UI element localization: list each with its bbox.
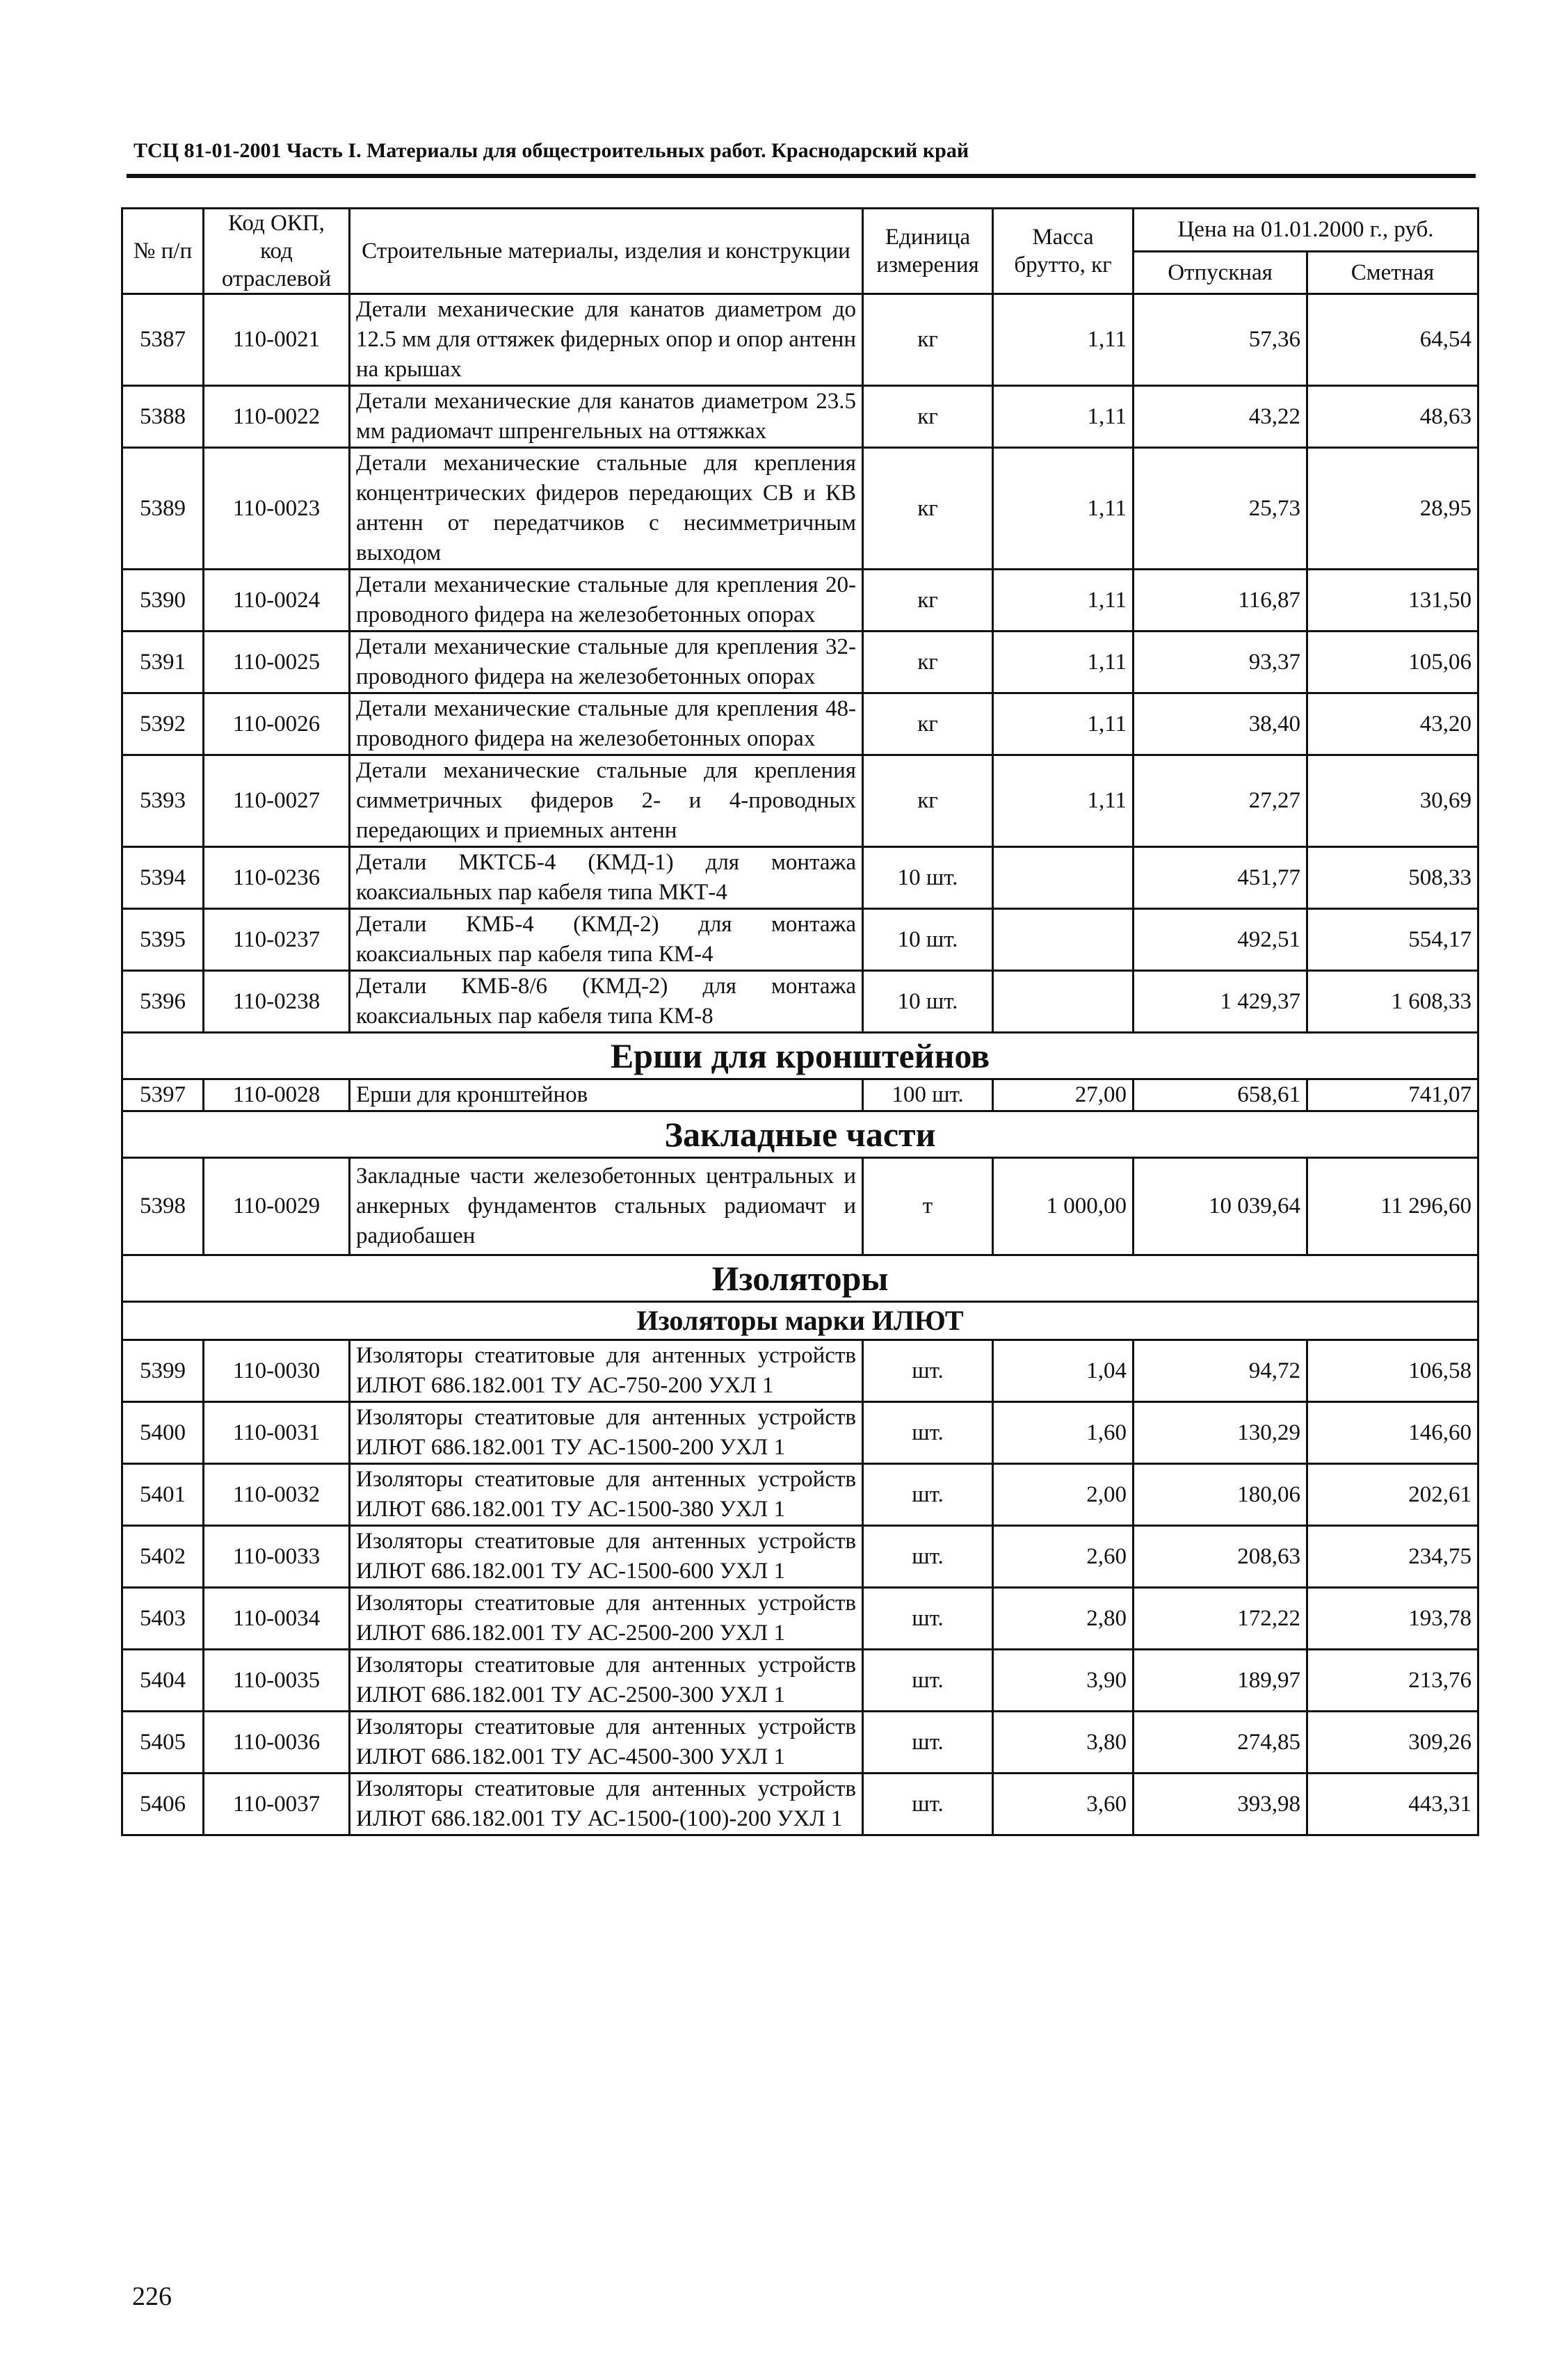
cell-price-estimate: 43,20 bbox=[1307, 693, 1478, 755]
cell-num: 5391 bbox=[122, 632, 204, 693]
cell-name: Изоляторы стеатитовые для антенных устройств ИЛЮТ 686.182.001 ТУ АС-1500-200 УХЛ 1 bbox=[350, 1402, 863, 1464]
section-row bbox=[122, 1111, 1478, 1158]
cell-code: 110-0025 bbox=[204, 632, 350, 693]
cell-code: 110-0037 bbox=[204, 1774, 350, 1835]
cell-mass: 2,80 bbox=[993, 1588, 1134, 1650]
cell-name: Детали КМБ-8/6 (КМД-2) для монтажа коаксиальных пар кабеля типа КМ-8 bbox=[350, 971, 863, 1033]
cell-name: Изоляторы стеатитовые для антенных устройств ИЛЮТ 686.182.001 ТУ АС-750-200 УХЛ 1 bbox=[350, 1340, 863, 1402]
table-row bbox=[122, 1079, 1478, 1111]
cell-price-release: 172,22 bbox=[1134, 1588, 1307, 1650]
table-row bbox=[122, 693, 1478, 755]
cell-price-release: 10 039,64 bbox=[1134, 1158, 1307, 1255]
header-rule bbox=[127, 174, 1476, 178]
cell-price-estimate: 309,26 bbox=[1307, 1712, 1478, 1774]
materials-table bbox=[121, 207, 1479, 1836]
cell-mass: 3,60 bbox=[993, 1774, 1134, 1835]
cell-unit: 10 шт. bbox=[863, 971, 993, 1033]
cell-unit: шт. bbox=[863, 1464, 993, 1526]
cell-price-estimate: 48,63 bbox=[1307, 386, 1478, 448]
cell-num: 5394 bbox=[122, 847, 204, 909]
cell-price-release: 393,98 bbox=[1134, 1774, 1307, 1835]
cell-unit: кг bbox=[863, 755, 993, 847]
cell-price-release: 93,37 bbox=[1134, 632, 1307, 693]
table-head bbox=[122, 209, 1478, 294]
cell-num: 5396 bbox=[122, 971, 204, 1033]
section-row bbox=[122, 1033, 1478, 1079]
cell-mass: 1,11 bbox=[993, 755, 1134, 847]
cell-price-estimate: 741,07 bbox=[1307, 1079, 1478, 1111]
cell-price-release: 658,61 bbox=[1134, 1079, 1307, 1111]
col-header-num: № п/п bbox=[122, 209, 204, 294]
table-row bbox=[122, 1526, 1478, 1588]
cell-price-release: 1 429,37 bbox=[1134, 971, 1307, 1033]
cell-price-release: 38,40 bbox=[1134, 693, 1307, 755]
cell-price-release: 25,73 bbox=[1134, 448, 1307, 570]
cell-code: 110-0036 bbox=[204, 1712, 350, 1774]
table-row bbox=[122, 755, 1478, 847]
cell-name: Детали механические для канатов диаметром до 12.5 мм для оттяжек фидерных опор и опор антенн на крышах bbox=[350, 294, 863, 386]
cell-num: 5387 bbox=[122, 294, 204, 386]
cell-mass: 1,04 bbox=[993, 1340, 1134, 1402]
cell-name: Детали механические стальные для крепления симметричных фидеров 2- и 4-проводных передающих и приемных антенн bbox=[350, 755, 863, 847]
cell-code: 110-0027 bbox=[204, 755, 350, 847]
cell-price-release: 180,06 bbox=[1134, 1464, 1307, 1526]
cell-unit: шт. bbox=[863, 1712, 993, 1774]
section-title: Закладные части bbox=[122, 1111, 1478, 1158]
cell-num: 5395 bbox=[122, 909, 204, 971]
cell-unit: 100 шт. bbox=[863, 1079, 993, 1111]
cell-unit: шт. bbox=[863, 1774, 993, 1835]
cell-name: Изоляторы стеатитовые для антенных устройств ИЛЮТ 686.182.001 ТУ АС-1500-600 УХЛ 1 bbox=[350, 1526, 863, 1588]
cell-num: 5392 bbox=[122, 693, 204, 755]
cell-name: Детали КМБ-4 (КМД-2) для монтажа коаксиальных пар кабеля типа КМ-4 bbox=[350, 909, 863, 971]
table-row bbox=[122, 1774, 1478, 1835]
table-row bbox=[122, 847, 1478, 909]
cell-name: Закладные части железобетонных центральных и анкерных фундаментов стальных радиомачт и радиобашен bbox=[350, 1158, 863, 1255]
cell-mass: 1,11 bbox=[993, 632, 1134, 693]
cell-name: Детали механические стальные для крепления концентрических фидеров передающих СВ и КВ антенн от передатчиков с несимметричным выходом bbox=[350, 448, 863, 570]
cell-price-release: 94,72 bbox=[1134, 1340, 1307, 1402]
cell-price-release: 57,36 bbox=[1134, 294, 1307, 386]
cell-code: 110-0022 bbox=[204, 386, 350, 448]
table-row bbox=[122, 1340, 1478, 1402]
cell-mass: 2,00 bbox=[993, 1464, 1134, 1526]
cell-name: Детали механические стальные для крепления 32-проводного фидера на железобетонных опорах bbox=[350, 632, 863, 693]
cell-num: 5398 bbox=[122, 1158, 204, 1255]
cell-price-estimate: 213,76 bbox=[1307, 1650, 1478, 1712]
cell-price-estimate: 105,06 bbox=[1307, 632, 1478, 693]
page-number: 226 bbox=[132, 2282, 172, 2311]
cell-price-release: 451,77 bbox=[1134, 847, 1307, 909]
cell-unit: кг bbox=[863, 693, 993, 755]
cell-num: 5399 bbox=[122, 1340, 204, 1402]
cell-mass: 1,60 bbox=[993, 1402, 1134, 1464]
cell-price-estimate: 202,61 bbox=[1307, 1464, 1478, 1526]
cell-name: Изоляторы стеатитовые для антенных устройств ИЛЮТ 686.182.001 ТУ АС-4500-300 УХЛ 1 bbox=[350, 1712, 863, 1774]
cell-num: 5389 bbox=[122, 448, 204, 570]
cell-unit: шт. bbox=[863, 1402, 993, 1464]
cell-num: 5393 bbox=[122, 755, 204, 847]
cell-code: 110-0033 bbox=[204, 1526, 350, 1588]
cell-price-release: 274,85 bbox=[1134, 1712, 1307, 1774]
cell-name: Изоляторы стеатитовые для антенных устройств ИЛЮТ 686.182.001 ТУ АС-1500-(100)-200 УХЛ 1 bbox=[350, 1774, 863, 1835]
table-body-brushes bbox=[122, 1033, 1478, 1340]
cell-unit: кг bbox=[863, 448, 993, 570]
table-row bbox=[122, 909, 1478, 971]
cell-name: Детали МКТСБ-4 (КМД-1) для монтажа коаксиальных пар кабеля типа МКТ-4 bbox=[350, 847, 863, 909]
cell-mass bbox=[993, 909, 1134, 971]
cell-code: 110-0236 bbox=[204, 847, 350, 909]
cell-unit: кг bbox=[863, 632, 993, 693]
cell-price-release: 116,87 bbox=[1134, 570, 1307, 632]
cell-num: 5404 bbox=[122, 1650, 204, 1712]
table-row bbox=[122, 294, 1478, 386]
cell-code: 110-0031 bbox=[204, 1402, 350, 1464]
col-header-price-estimate: Сметная bbox=[1307, 251, 1478, 294]
cell-num: 5400 bbox=[122, 1402, 204, 1464]
cell-unit: шт. bbox=[863, 1650, 993, 1712]
table-row bbox=[122, 448, 1478, 570]
table-row bbox=[122, 1650, 1478, 1712]
cell-num: 5397 bbox=[122, 1079, 204, 1111]
cell-price-estimate: 554,17 bbox=[1307, 909, 1478, 971]
subsection-title: Изоляторы марки ИЛЮТ bbox=[122, 1302, 1478, 1340]
cell-code: 110-0021 bbox=[204, 294, 350, 386]
cell-price-estimate: 11 296,60 bbox=[1307, 1158, 1478, 1255]
cell-price-estimate: 508,33 bbox=[1307, 847, 1478, 909]
cell-code: 110-0023 bbox=[204, 448, 350, 570]
subsection-row bbox=[122, 1302, 1478, 1340]
cell-code: 110-0029 bbox=[204, 1158, 350, 1255]
cell-mass: 1 000,00 bbox=[993, 1158, 1134, 1255]
table-body-details bbox=[122, 294, 1478, 1033]
cell-code: 110-0237 bbox=[204, 909, 350, 971]
cell-mass: 1,11 bbox=[993, 570, 1134, 632]
cell-mass bbox=[993, 847, 1134, 909]
col-header-unit: Единица измерения bbox=[863, 209, 993, 294]
cell-unit: шт. bbox=[863, 1526, 993, 1588]
cell-code: 110-0035 bbox=[204, 1650, 350, 1712]
cell-unit: шт. bbox=[863, 1340, 993, 1402]
col-header-price-release: Отпускная bbox=[1134, 251, 1307, 294]
cell-unit: т bbox=[863, 1158, 993, 1255]
cell-mass: 1,11 bbox=[993, 693, 1134, 755]
cell-mass: 1,11 bbox=[993, 386, 1134, 448]
table-row bbox=[122, 570, 1478, 632]
cell-unit: шт. bbox=[863, 1588, 993, 1650]
cell-price-estimate: 28,95 bbox=[1307, 448, 1478, 570]
table-row bbox=[122, 1158, 1478, 1255]
cell-unit: 10 шт. bbox=[863, 847, 993, 909]
cell-unit: кг bbox=[863, 294, 993, 386]
cell-code: 110-0030 bbox=[204, 1340, 350, 1402]
table-row bbox=[122, 1402, 1478, 1464]
cell-price-estimate: 64,54 bbox=[1307, 294, 1478, 386]
cell-code: 110-0026 bbox=[204, 693, 350, 755]
table-row bbox=[122, 1588, 1478, 1650]
cell-price-release: 208,63 bbox=[1134, 1526, 1307, 1588]
cell-name: Ерши для кронштейнов bbox=[350, 1079, 863, 1111]
cell-mass: 1,11 bbox=[993, 448, 1134, 570]
col-header-price-group: Цена на 01.01.2000 г., руб. bbox=[1134, 209, 1478, 252]
cell-name: Детали механические стальные для крепления 20-проводного фидера на железобетонных опорах bbox=[350, 570, 863, 632]
cell-name: Детали механические стальные для крепления 48-проводного фидера на железобетонных опорах bbox=[350, 693, 863, 755]
cell-name: Изоляторы стеатитовые для антенных устройств ИЛЮТ 686.182.001 ТУ АС-1500-380 УХЛ 1 bbox=[350, 1464, 863, 1526]
cell-price-release: 43,22 bbox=[1134, 386, 1307, 448]
cell-unit: кг bbox=[863, 570, 993, 632]
page-header: ТСЦ 81-01-2001 Часть I. Материалы для общестроительных работ. Краснодарский край bbox=[134, 139, 969, 162]
table-row bbox=[122, 971, 1478, 1033]
cell-num: 5403 bbox=[122, 1588, 204, 1650]
cell-price-estimate: 106,58 bbox=[1307, 1340, 1478, 1402]
cell-num: 5402 bbox=[122, 1526, 204, 1588]
cell-unit: кг bbox=[863, 386, 993, 448]
cell-code: 110-0238 bbox=[204, 971, 350, 1033]
section-title: Ерши для кронштейнов bbox=[122, 1033, 1478, 1079]
cell-price-estimate: 193,78 bbox=[1307, 1588, 1478, 1650]
cell-price-release: 492,51 bbox=[1134, 909, 1307, 971]
table-row bbox=[122, 1712, 1478, 1774]
cell-mass: 2,60 bbox=[993, 1526, 1134, 1588]
cell-price-estimate: 30,69 bbox=[1307, 755, 1478, 847]
cell-price-release: 27,27 bbox=[1134, 755, 1307, 847]
cell-price-estimate: 1 608,33 bbox=[1307, 971, 1478, 1033]
table-row bbox=[122, 1464, 1478, 1526]
cell-price-estimate: 234,75 bbox=[1307, 1526, 1478, 1588]
section-title: Изоляторы bbox=[122, 1255, 1478, 1302]
table-body-insulators bbox=[122, 1340, 1478, 1835]
col-header-mass: Масса брутто, кг bbox=[993, 209, 1134, 294]
cell-mass: 3,90 bbox=[993, 1650, 1134, 1712]
cell-mass bbox=[993, 971, 1134, 1033]
cell-num: 5405 bbox=[122, 1712, 204, 1774]
col-header-code: Код ОКП, код отраслевой bbox=[204, 209, 350, 294]
table-row bbox=[122, 386, 1478, 448]
cell-name: Изоляторы стеатитовые для антенных устройств ИЛЮТ 686.182.001 ТУ АС-2500-200 УХЛ 1 bbox=[350, 1588, 863, 1650]
cell-code: 110-0032 bbox=[204, 1464, 350, 1526]
cell-name: Детали механические для канатов диаметром 23.5 мм радиомачт шпренгельных на оттяжках bbox=[350, 386, 863, 448]
cell-price-release: 130,29 bbox=[1134, 1402, 1307, 1464]
cell-unit: 10 шт. bbox=[863, 909, 993, 971]
col-header-name: Строительные материалы, изделия и конструкции bbox=[350, 209, 863, 294]
cell-code: 110-0034 bbox=[204, 1588, 350, 1650]
cell-mass: 1,11 bbox=[993, 294, 1134, 386]
cell-price-estimate: 146,60 bbox=[1307, 1402, 1478, 1464]
cell-mass: 3,80 bbox=[993, 1712, 1134, 1774]
cell-mass: 27,00 bbox=[993, 1079, 1134, 1111]
cell-price-release: 189,97 bbox=[1134, 1650, 1307, 1712]
cell-name: Изоляторы стеатитовые для антенных устройств ИЛЮТ 686.182.001 ТУ АС-2500-300 УХЛ 1 bbox=[350, 1650, 863, 1712]
cell-num: 5390 bbox=[122, 570, 204, 632]
cell-code: 110-0028 bbox=[204, 1079, 350, 1111]
table-row bbox=[122, 632, 1478, 693]
cell-num: 5401 bbox=[122, 1464, 204, 1526]
cell-num: 5406 bbox=[122, 1774, 204, 1835]
cell-price-estimate: 131,50 bbox=[1307, 570, 1478, 632]
cell-price-estimate: 443,31 bbox=[1307, 1774, 1478, 1835]
cell-num: 5388 bbox=[122, 386, 204, 448]
section-row bbox=[122, 1255, 1478, 1302]
cell-code: 110-0024 bbox=[204, 570, 350, 632]
